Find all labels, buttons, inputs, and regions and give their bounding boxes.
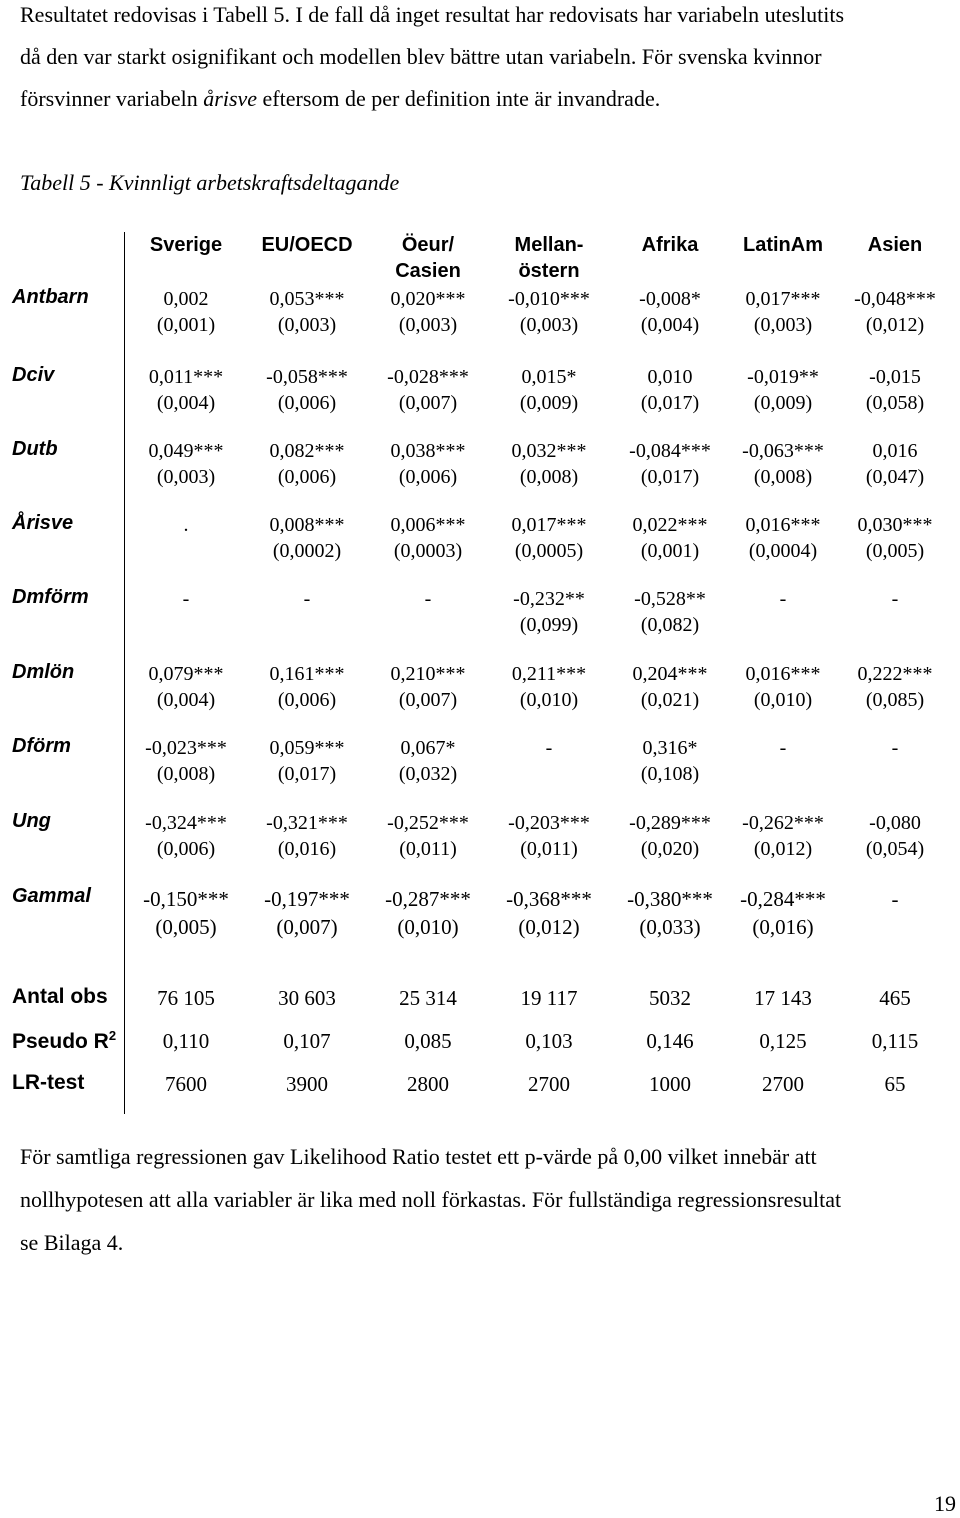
coefficient-cell: -: [182, 588, 190, 610]
note-line-3: se Bilaga 4.: [20, 1230, 124, 1255]
coefficient-cell: -0,252*** (0,011): [387, 812, 469, 860]
column-header: Afrika: [641, 234, 699, 256]
variable-name: årisve: [203, 86, 258, 111]
stat-value: 0,103: [525, 1029, 573, 1053]
table-caption: Tabell 5 - Kvinnligt arbetskraftsdeltagande: [20, 170, 400, 195]
coefficient-cell: 0,204*** (0,021): [632, 663, 708, 711]
coefficient-cell: 0,067* (0,032): [398, 737, 458, 785]
coefficient-cell: -0,015 (0,058): [865, 366, 925, 414]
intro-line-2: då den var starkt osignifikant och modellen blev bättre utan variabeln. För svenska kvinnor: [20, 44, 822, 69]
coefficient-cell: -0,010*** (0,003): [508, 288, 590, 336]
stat-value: 65: [884, 1072, 906, 1096]
stat-label: Antal obs: [12, 985, 108, 1008]
stat-value: 0,146: [646, 1029, 694, 1053]
coefficient-cell: 0,016*** (0,010): [745, 663, 821, 711]
coefficient-cell: -0,080 (0,054): [865, 812, 925, 860]
stat-label: Pseudo $R^2$: [12, 1028, 117, 1053]
coefficient-cell: 0,006*** (0,0003): [390, 514, 466, 562]
coefficient-cell: -0,321*** (0,016): [266, 812, 348, 860]
intro-text: försvinner variabeln: [20, 86, 204, 111]
stat-value: 0,125: [759, 1029, 807, 1053]
coefficient-cell: -0,019** (0,009): [747, 366, 819, 414]
coefficient-cell: 0,059*** (0,017): [269, 737, 345, 785]
coefficient-cell: -: [424, 588, 432, 610]
coefficient-cell: 0,161*** (0,006): [269, 663, 345, 711]
table-vertical-rule: [124, 232, 125, 1114]
row-label: Ung: [12, 810, 51, 832]
stat-value: 25 314: [399, 986, 457, 1010]
page-number: 19: [934, 1491, 956, 1516]
coefficient-cell: -0,289*** (0,020): [629, 812, 711, 860]
coefficient-cell: -0,203*** (0,011): [508, 812, 590, 860]
stat-value: 2700: [762, 1072, 804, 1096]
coefficient-cell: 0,210*** (0,007): [390, 663, 466, 711]
coefficient-cell: 0,016 (0,047): [865, 440, 925, 488]
stat-value: 0,107: [283, 1029, 331, 1053]
coefficient-cell: 0,015* (0,009): [519, 366, 579, 414]
coefficient-cell: 0,211*** (0,010): [511, 663, 587, 711]
coefficient-cell: 0,022*** (0,001): [632, 514, 708, 562]
coefficient-cell: -0,287*** (0,010): [385, 887, 471, 939]
coefficient-cell: -0,150*** (0,005): [143, 887, 229, 939]
coefficient-cell: 0,222*** (0,085): [857, 663, 933, 711]
coefficient-cell: 0,053*** (0,003): [269, 288, 345, 336]
coefficient-cell: 0,017*** (0,003): [745, 288, 821, 336]
coefficient-cell: 0,079*** (0,004): [148, 663, 224, 711]
row-label: Dutb: [12, 438, 58, 460]
coefficient-cell: -: [891, 737, 899, 759]
coefficient-cell: -: [891, 588, 899, 610]
coefficient-cell: -0,008* (0,004): [639, 288, 701, 336]
row-label: Dmlön: [12, 661, 75, 683]
column-header: LatinAm: [743, 234, 823, 256]
stat-value: 465: [879, 986, 911, 1010]
intro-line-1: Resultatet redovisas i Tabell 5. I de fall då inget resultat har redovisats har variabeln uteslutits: [20, 2, 845, 27]
coefficient-cell: 0,049*** (0,003): [148, 440, 224, 488]
coefficient-cell: -0,262*** (0,012): [742, 812, 824, 860]
coefficient-cell: 0,008*** (0,0002): [269, 514, 345, 562]
stat-value: 30 603: [278, 986, 336, 1010]
stat-value: 2800: [407, 1072, 449, 1096]
coefficient-cell: -: [779, 588, 787, 610]
row-label: Årisve: [12, 512, 74, 534]
coefficient-cell: 0,020*** (0,003): [390, 288, 466, 336]
stat-value: 5032: [649, 986, 691, 1010]
coefficient-cell: -0,368*** (0,012): [506, 887, 592, 939]
coefficient-cell: -0,197*** (0,007): [264, 887, 350, 939]
stat-value: 7600: [165, 1072, 207, 1096]
column-header: Asien: [867, 234, 923, 256]
intro-line-3: [20, 86, 660, 112]
coefficient-cell: -0,023*** (0,008): [145, 737, 227, 785]
intro-text: eftersom de per definition inte är invandrade.: [257, 86, 661, 111]
coefficient-cell: -: [891, 887, 899, 911]
note-line-2: nollhypotesen att alla variabler är lika med noll förkastas. För fullständiga regressionsresultat: [20, 1187, 842, 1212]
stat-value: 0,115: [871, 1029, 919, 1053]
column-header: Sverige: [149, 234, 223, 256]
coefficient-cell: 0,011*** (0,004): [148, 366, 224, 414]
stat-value: 0,085: [404, 1029, 452, 1053]
coefficient-cell: -: [303, 588, 311, 610]
stat-value: 19 117: [520, 986, 578, 1010]
coefficient-cell: -: [779, 737, 787, 759]
coefficient-cell: 0,016*** (0,0004): [745, 514, 821, 562]
coefficient-cell: -0,324*** (0,006): [145, 812, 227, 860]
coefficient-cell: 0,038*** (0,006): [390, 440, 466, 488]
column-header: EU/OECD: [261, 234, 353, 256]
coefficient-cell: -0,048*** (0,012): [854, 288, 936, 336]
coefficient-cell: -0,058*** (0,006): [266, 366, 348, 414]
stat-label: LR-test: [12, 1071, 85, 1094]
stat-value: 0,110: [162, 1029, 210, 1053]
coefficient-cell: 0,017*** (0,0005): [511, 514, 587, 562]
coefficient-cell: 0,002 (0,001): [156, 288, 216, 336]
stat-value: 2700: [528, 1072, 570, 1096]
note-line-1: För samtliga regressionen gav Likelihood Ratio testet ett p-värde på 0,00 vilket innebär att: [20, 1144, 817, 1169]
coefficient-cell: -0,284*** (0,016): [740, 887, 826, 939]
coefficient-cell: -0,232** (0,099): [513, 588, 585, 636]
row-label: Dciv: [12, 364, 55, 386]
coefficient-cell: 0,316* (0,108): [640, 737, 700, 785]
stat-value: 76 105: [157, 986, 215, 1010]
column-header: Mellan- östern: [514, 234, 584, 282]
column-header: Öeur/ Casien: [395, 234, 461, 282]
coefficient-cell: 0,030*** (0,005): [857, 514, 933, 562]
stat-value: 17 143: [754, 986, 812, 1010]
coefficient-cell: -0,084*** (0,017): [629, 440, 711, 488]
coefficient-cell: -0,063*** (0,008): [742, 440, 824, 488]
coefficient-cell: 0,082*** (0,006): [269, 440, 345, 488]
row-label: Antbarn: [12, 286, 89, 308]
coefficient-cell: -: [545, 737, 553, 759]
coefficient-cell: -0,528** (0,082): [634, 588, 706, 636]
row-label: Gammal: [12, 885, 91, 907]
row-label: Dförm: [12, 735, 71, 757]
coefficient-cell: -0,380*** (0,033): [627, 887, 713, 939]
coefficient-cell: .: [183, 514, 189, 536]
coefficient-cell: 0,010 (0,017): [640, 366, 700, 414]
stat-value: 1000: [649, 1072, 691, 1096]
stat-value: 3900: [286, 1072, 328, 1096]
coefficient-cell: -0,028*** (0,007): [387, 366, 469, 414]
row-label: Dmförm: [12, 586, 89, 608]
coefficient-cell: 0,032*** (0,008): [511, 440, 587, 488]
